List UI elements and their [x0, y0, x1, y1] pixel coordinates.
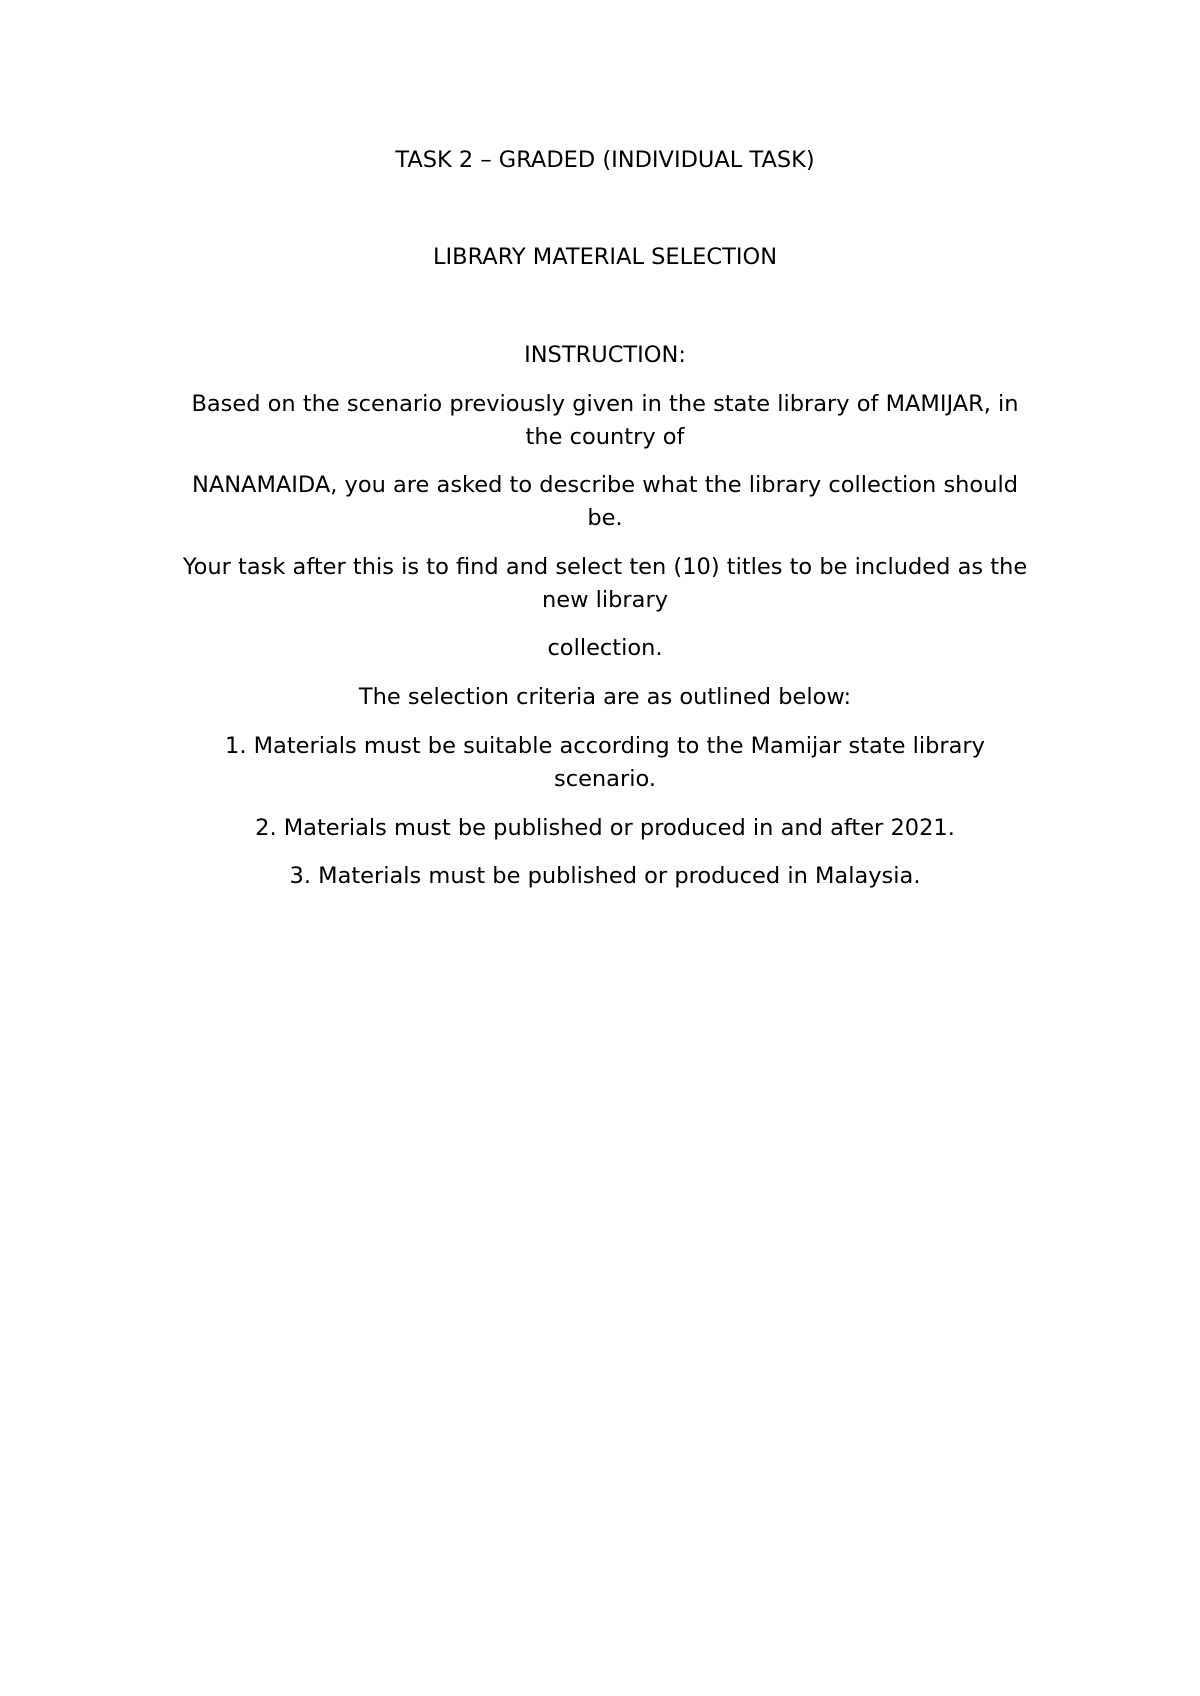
criteria-item: 1. Materials must be suitable according to the Mamijar state library — [225, 733, 985, 759]
criteria-item: 3. Materials must be published or produced in Malaysia. — [289, 863, 921, 889]
paragraph-line: NANAMAIDA, you are asked to describe what the library collection should — [192, 472, 1018, 498]
document-subtitle: LIBRARY MATERIAL SELECTION — [432, 244, 778, 270]
criteria-item: 2. Materials must be published or produced in and after 2021. — [255, 815, 955, 841]
criteria-item: scenario. — [553, 766, 656, 792]
document-title: TASK 2 – GRADED (INDIVIDUAL TASK) — [395, 147, 815, 173]
paragraph-line: the country of — [525, 424, 685, 450]
paragraph-line: be. — [587, 505, 623, 531]
paragraph-line: Your task after this is to find and select ten (10) titles to be included as the — [182, 554, 1028, 580]
paragraph-line: collection. — [547, 635, 663, 661]
paragraph-line: Based on the scenario previously given in the state library of MAMIJAR, in — [191, 391, 1019, 417]
instruction-heading: INSTRUCTION: — [524, 342, 686, 368]
paragraph-line: The selection criteria are as outlined below: — [358, 684, 852, 710]
paragraph-line: new library — [541, 587, 669, 613]
